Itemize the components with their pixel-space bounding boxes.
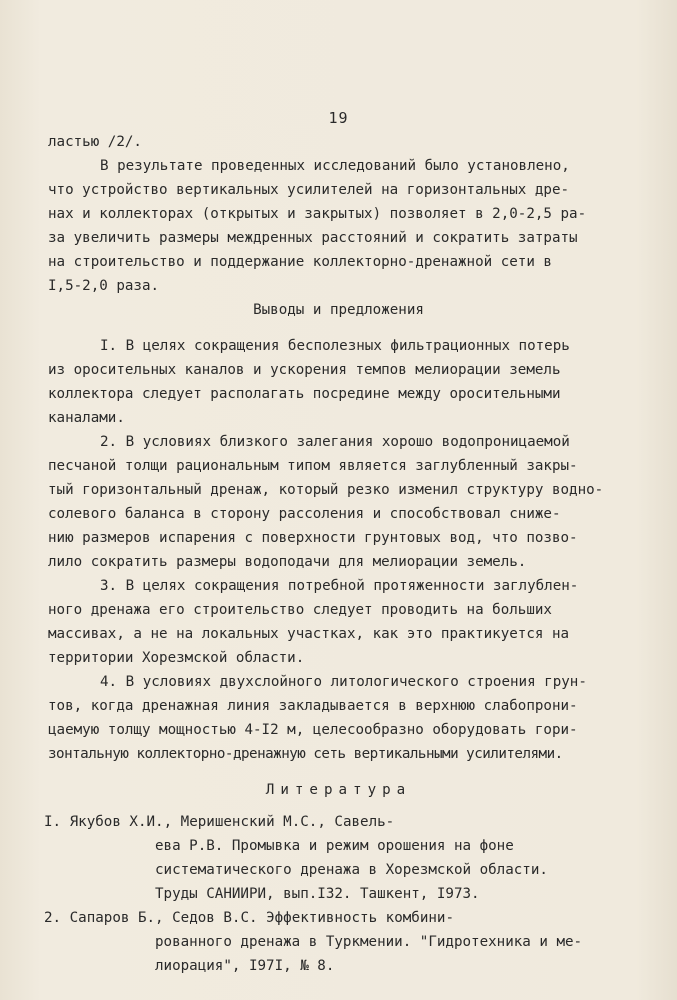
text-line: на строительство и поддержание коллекторно-дренажной сети в	[48, 254, 552, 270]
text-line: нию размеров испарения с поверхности грунтовых вод, что позво-	[48, 530, 578, 546]
text-line: лило сократить размеры водоподачи для мелиорации земель.	[48, 554, 527, 570]
text-line: тый горизонтальный дренаж, который резко изменил структуру водно-	[48, 482, 604, 498]
reference-line: I. Якубов Х.И., Меришенский М.С., Савель-	[44, 814, 395, 830]
text-line: зонтальную коллекторно-дренажную сеть вертикальными усилителями.	[48, 746, 563, 762]
text-line: ного дренажа его строительство следует проводить на больших	[48, 602, 552, 618]
text-line: каналами.	[48, 410, 125, 426]
text-line: песчаной толщи рациональным типом является заглубленный закры-	[48, 458, 578, 474]
text-line: 3. В целях сокращения потребной протяженности заглублен-	[100, 578, 579, 594]
section-heading-conclusions: Выводы и предложения	[253, 302, 424, 318]
reference-line: рованного дренажа в Туркмении. "Гидротехника и ме-	[155, 934, 583, 950]
text-line: коллектора следует располагать посредине между оросительными	[48, 386, 561, 402]
reference-line: Труды САНИИРИ, вып.I32. Ташкент, I973.	[155, 886, 480, 902]
reference-line: лиорация", I97I, № 8.	[155, 958, 335, 974]
text-line: цаемую толщу мощностью 4-I2 м, целесообразно оборудовать гори-	[48, 722, 578, 738]
text-line: массивах, а не на локальных участках, как это практикуется на	[48, 626, 570, 642]
text-line: солевого баланса в сторону рассоления и способствовал сниже-	[48, 506, 561, 522]
page-number: 19	[328, 109, 349, 127]
text-line: ластью /2/.	[48, 134, 142, 150]
text-line: территории Хорезмской области.	[48, 650, 305, 666]
text-line: 2. В условиях близкого залегания хорошо водопроницаемой	[100, 434, 570, 450]
text-line: 4. В условиях двухслойного литологического строения грун-	[100, 674, 587, 690]
reference-line: ева Р.В. Промывка и режим орошения на фоне	[155, 838, 514, 854]
text-line: I. В целях сокращения бесполезных фильтрационных потерь	[100, 338, 570, 354]
text-line: что устройство вертикальных усилителей на горизонтальных дре-	[48, 182, 570, 198]
text-line: тов, когда дренажная линия закладывается в верхнюю слабопрони-	[48, 698, 578, 714]
reference-line: систематического дренажа в Хорезмской области.	[155, 862, 548, 878]
reference-line: 2. Сапаров Б., Седов В.С. Эффективность комбини-	[44, 910, 454, 926]
text-line: из оросительных каналов и ускорения темпов мелиорации земель	[48, 362, 561, 378]
text-line: нах и коллекторах (открытых и закрытых) позволяет в 2,0-2,5 ра-	[48, 206, 587, 222]
text-line: за увеличить размеры междренных расстояний и сократить затраты	[48, 230, 578, 246]
text-line: I,5-2,0 раза.	[48, 278, 160, 294]
section-heading-literature: Литература	[265, 782, 412, 798]
text-line: В результате проведенных исследований было установлено,	[100, 158, 570, 174]
